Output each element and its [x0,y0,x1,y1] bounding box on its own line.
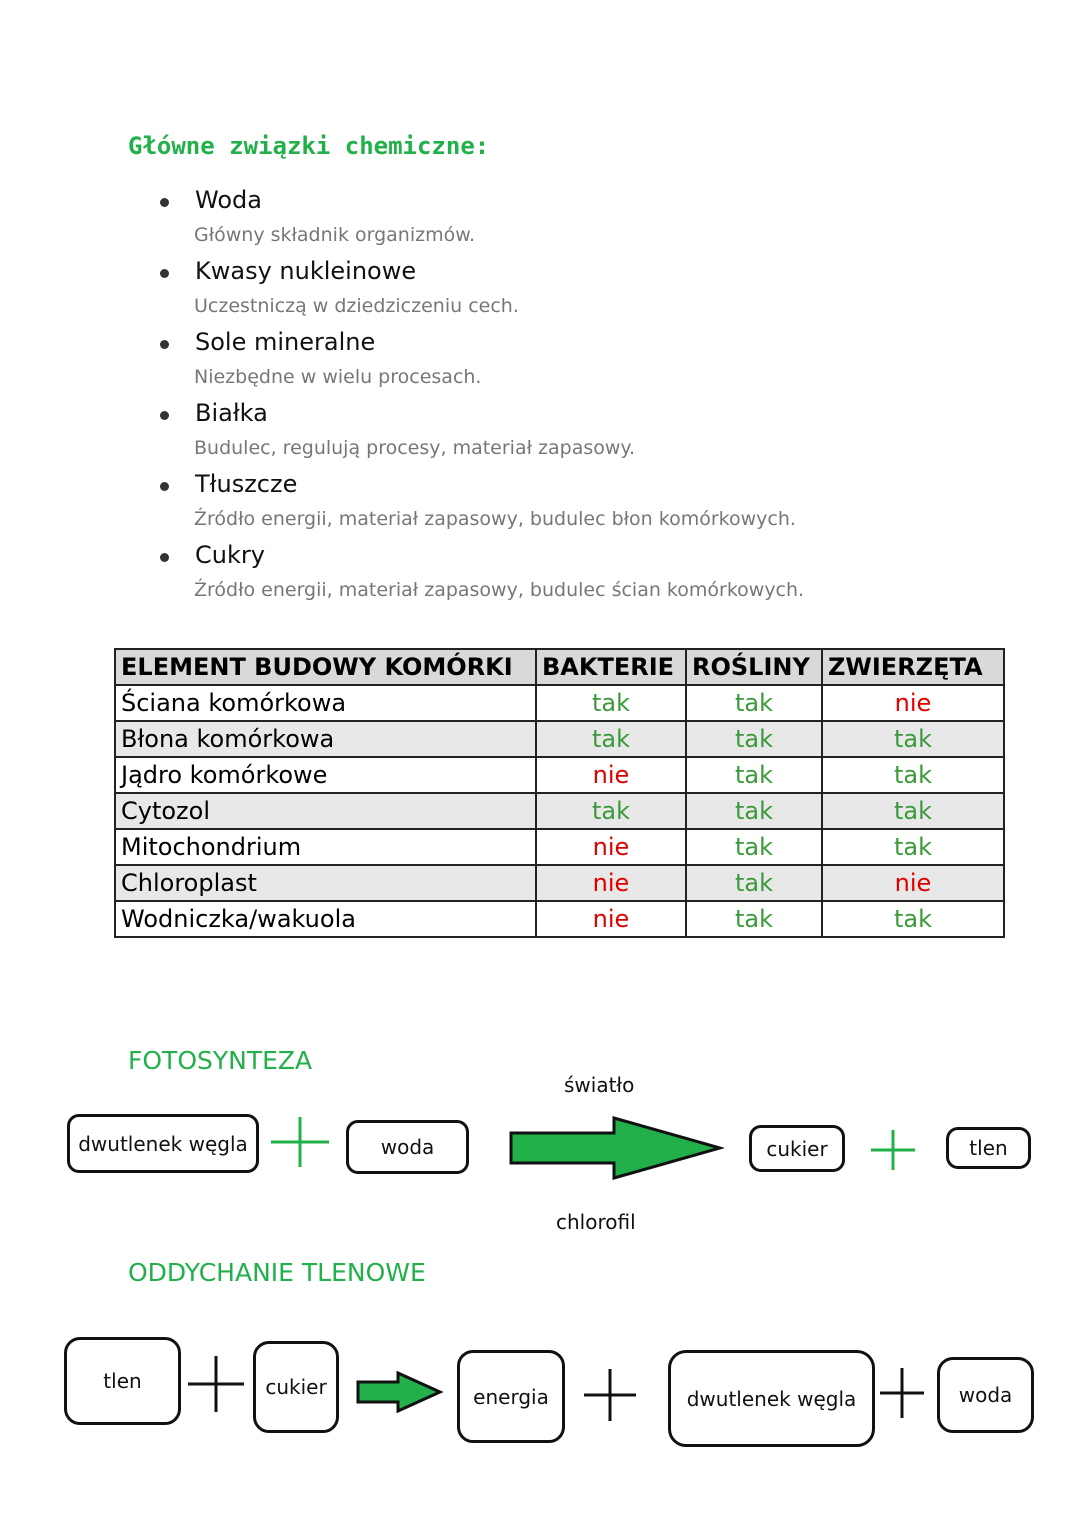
element-name-cell: Błona komórkowa [115,721,536,757]
cell-structure-table [114,648,1005,938]
product-box: dwutlenek węgla [668,1350,875,1447]
table-row [115,865,1004,901]
element-name-cell: Ściana komórkowa [115,685,536,721]
table-row [115,793,1004,829]
bullet-icon [160,198,169,207]
plus-icon [880,1368,924,1418]
value-cell: nie [536,901,686,937]
value-cell: tak [686,829,822,865]
compound-description: Źródło energii, materiał zapasowy, budulec błon komórkowych. [194,508,796,530]
product-box: tlen [946,1127,1031,1169]
value-cell: tak [822,757,1004,793]
substrate-box: tlen [64,1337,181,1425]
value-cell: nie [822,865,1004,901]
bullet-icon [160,340,169,349]
product-box: energia [457,1350,565,1443]
compound-name: Białka [195,399,268,427]
compound-description: Budulec, regulują procesy, materiał zapasowy. [194,437,635,459]
value-cell: nie [822,685,1004,721]
compound-description: Niezbędne w wielu procesach. [194,366,482,388]
respiration-title: ODDYCHANIE TLENOWE [128,1258,426,1287]
light-label: światło [564,1073,635,1097]
value-cell: tak [686,865,822,901]
compound-description: Źródło energii, materiał zapasowy, budulec ścian komórkowych. [194,579,805,601]
element-name-cell: Wodniczka/wakuola [115,901,536,937]
table-header-row [115,649,1004,685]
value-cell: tak [822,901,1004,937]
value-cell: tak [686,685,822,721]
table-row [115,757,1004,793]
plus-icon [584,1369,636,1421]
value-cell: tak [536,685,686,721]
photosynthesis-title: FOTOSYNTEZA [128,1046,313,1075]
plus-icon [188,1356,244,1412]
compound-name: Kwasy nukleinowe [195,257,417,285]
value-cell: tak [822,721,1004,757]
value-cell: tak [822,793,1004,829]
compound-description: Uczestniczą w dziedziczeniu cech. [194,295,519,317]
bullet-icon [160,482,169,491]
value-cell: nie [536,829,686,865]
value-cell: tak [686,901,822,937]
bullet-icon [160,411,169,420]
plus-icon [271,1117,329,1167]
value-cell: tak [686,793,822,829]
bullet-icon [160,553,169,562]
arrow-icon [508,1116,724,1180]
column-header: ELEMENT BUDOWY KOMÓRKI [115,649,536,685]
value-cell: tak [536,721,686,757]
compound-name: Sole mineralne [195,328,376,356]
arrow-icon [356,1371,444,1413]
chlorophyll-label: chlorofil [556,1210,636,1234]
column-header: BAKTERIE [536,649,686,685]
value-cell: nie [536,757,686,793]
value-cell: tak [686,721,822,757]
value-cell: tak [686,757,822,793]
table-row [115,721,1004,757]
section-heading: Główne związki chemiczne: [128,132,490,160]
value-cell: nie [536,865,686,901]
element-name-cell: Jądro komórkowe [115,757,536,793]
element-name-cell: Cytozol [115,793,536,829]
compound-name: Tłuszcze [195,470,298,498]
table-row [115,685,1004,721]
bullet-icon [160,269,169,278]
table-row [115,901,1004,937]
element-name-cell: Mitochondrium [115,829,536,865]
table-row [115,829,1004,865]
product-box: woda [937,1357,1034,1433]
column-header: ZWIERZĘTA [822,649,1004,685]
compound-name: Cukry [195,541,265,569]
substrate-box: dwutlenek węgla [67,1114,259,1173]
compound-name: Woda [195,186,262,214]
column-header: ROŚLINY [686,649,822,685]
compound-description: Główny składnik organizmów. [194,224,476,246]
substrate-box: cukier [253,1341,339,1433]
value-cell: tak [536,793,686,829]
substrate-box: woda [346,1120,469,1174]
value-cell: tak [822,829,1004,865]
element-name-cell: Chloroplast [115,865,536,901]
product-box: cukier [749,1125,845,1172]
plus-icon [871,1130,915,1170]
